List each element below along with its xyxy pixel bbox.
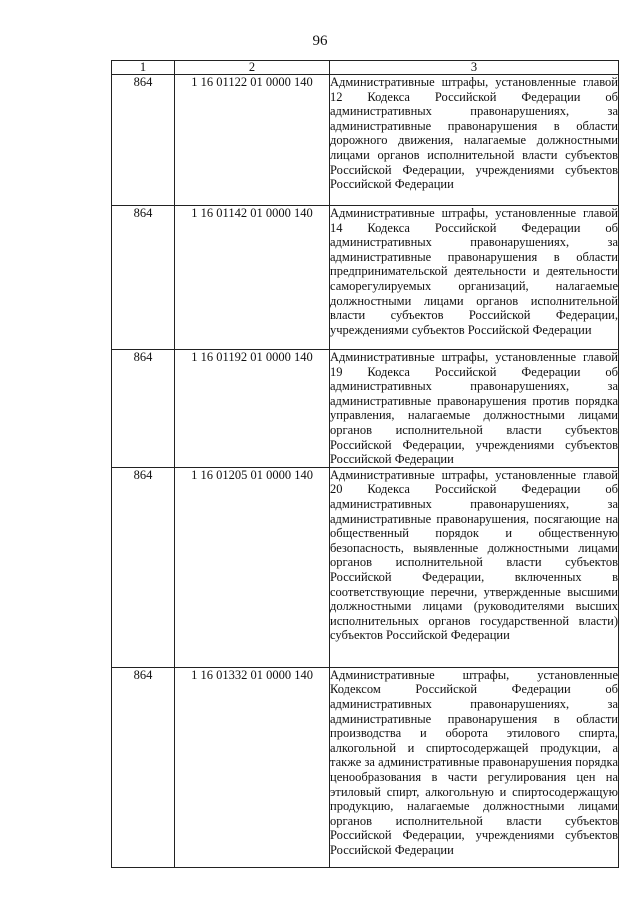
budget-code-cell: 1 16 01205 01 0000 140: [175, 467, 330, 667]
admin-code-cell: 864: [112, 350, 175, 468]
admin-code-cell: 864: [112, 667, 175, 867]
column-header-2: 2: [175, 61, 330, 75]
description-cell: Административные штрафы, установленные главой 14 Кодекса Российской Федерации об административных правонарушениях, за административные правонарушения в области предпринимательской деятельности и деятельности саморегулируемых организаций, налагаемые должностными лицами органов исполнительной власти субъектов Российской Федерации, учреждениями субъектов Российской Федерации: [330, 206, 619, 350]
table-row: [112, 75, 619, 206]
admin-code-cell: 864: [112, 467, 175, 667]
table-header-row: [112, 61, 619, 75]
budget-code-cell: 1 16 01122 01 0000 140: [175, 75, 330, 206]
admin-code-cell: 864: [112, 75, 175, 206]
table-row: [112, 667, 619, 867]
budget-code-cell: 1 16 01142 01 0000 140: [175, 206, 330, 350]
document-table: [111, 60, 619, 868]
column-header-1: 1: [112, 61, 175, 75]
table-row: [112, 350, 619, 468]
table-row: [112, 467, 619, 667]
table-row: [112, 206, 619, 350]
budget-code-cell: 1 16 01332 01 0000 140: [175, 667, 330, 867]
budget-code-cell: 1 16 01192 01 0000 140: [175, 350, 330, 468]
description-cell: Административные штрафы, установленные главой 19 Кодекса Российской Федерации об административных правонарушениях, за административные правонарушения против порядка управления, налагаемые должностными лицами органов исполнительной власти субъектов Российской Федерации, учреждениями субъектов Российской Федерации: [330, 350, 618, 467]
page-number: 96: [312, 33, 328, 49]
description-cell: Административные штрафы, установленные Кодексом Российской Федерации об административных правонарушениях, за административные правонарушения в области производства и оборота этилового спирта, алкогольной и спиртосодержащей продукции, а также за административные правонарушения порядка ценообразования в части регулирования цен на этиловый спирт, алкогольную и спиртосодержащую продукцию, налагаемые должностными лицами органов исполнительной власти субъектов Российской Федерации, учреждениями субъектов Российской Федерации: [330, 667, 619, 867]
admin-code-cell: 864: [112, 206, 175, 350]
column-header-3: 3: [330, 61, 619, 75]
description-cell: Административные штрафы, установленные главой 12 Кодекса Российской Федерации об административных правонарушениях, за административные правонарушения в области дорожного движения, налагаемые должностными лицами органов исполнительной власти субъектов Российской Федерации, учреждениями субъектов Российской Федерации: [330, 75, 619, 206]
description-cell: Административные штрафы, установленные главой 20 Кодекса Российской Федерации об административных правонарушениях, за административные правонарушения, посягающие на общественный порядок и общественную безопасность, выявленные должностными лицами органов исполнительной власти субъектов Российской Федерации, включенных в соответствующие перечни, утвержденные высшими должностными лицами (руководителями высших исполнительных органов государственной власти) субъектов Российской Федерации: [330, 467, 619, 667]
